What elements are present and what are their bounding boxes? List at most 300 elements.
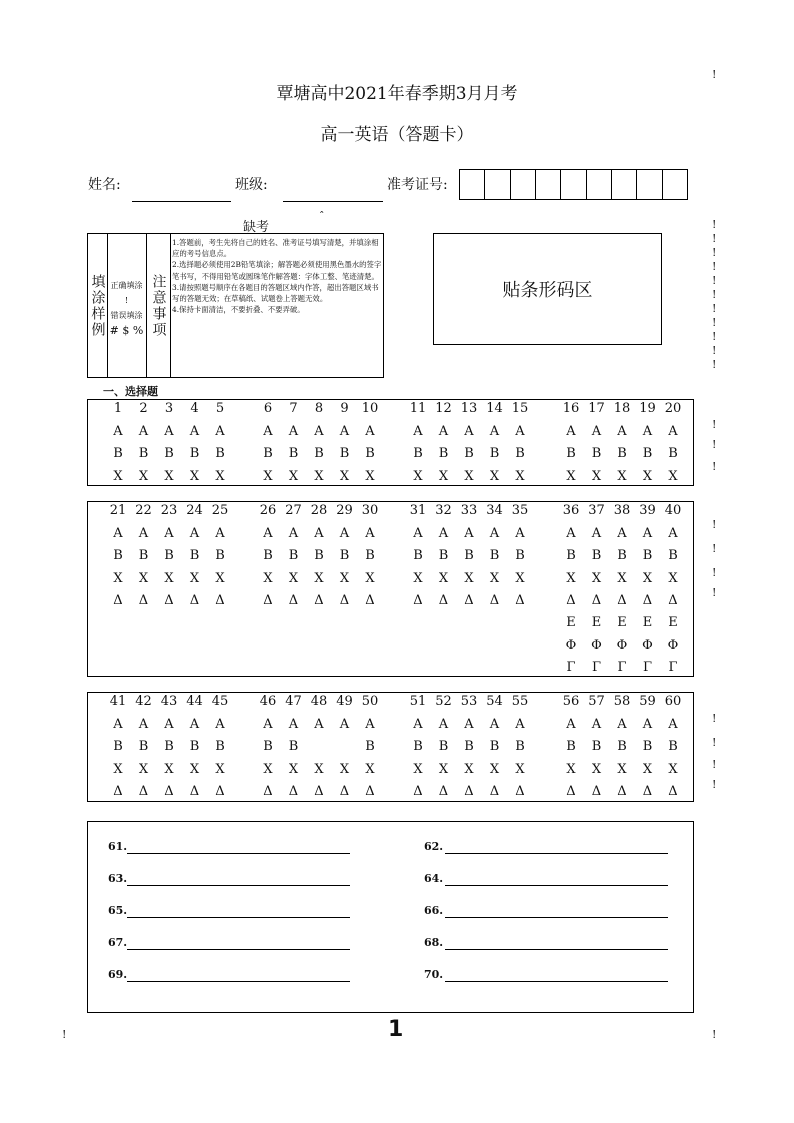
option-bubble[interactable]: B <box>668 739 678 755</box>
option-bubble[interactable]: A <box>591 526 602 541</box>
option-bubble[interactable]: Γ <box>617 659 627 675</box>
option-bubble[interactable]: Δ <box>263 592 273 608</box>
option-bubble[interactable]: B <box>164 446 174 462</box>
exam-no-digit-box[interactable] <box>460 170 485 199</box>
option-bubble[interactable]: A <box>617 526 627 541</box>
option-bubble[interactable]: B <box>138 548 149 564</box>
option-bubble[interactable]: X <box>591 761 602 777</box>
option-bubble[interactable]: B <box>566 739 576 755</box>
option-bubble[interactable]: A <box>591 424 602 439</box>
option-bubble[interactable]: A <box>566 526 576 541</box>
option-bubble[interactable]: A <box>413 526 423 541</box>
option-bubble[interactable]: X <box>668 570 678 586</box>
option-bubble[interactable]: X <box>263 761 273 777</box>
option-bubble[interactable]: B <box>515 446 525 462</box>
answer-line[interactable] <box>127 907 350 918</box>
option-bubble[interactable]: B <box>288 548 299 564</box>
option-bubble[interactable]: B <box>489 739 500 755</box>
option-bubble[interactable]: X <box>164 570 174 586</box>
option-bubble[interactable]: X <box>138 570 149 586</box>
question-number: 54 <box>486 694 503 709</box>
option-bubble[interactable]: B <box>489 446 500 462</box>
option-bubble[interactable]: B <box>189 548 200 564</box>
option-bubble[interactable]: Γ <box>668 659 678 675</box>
timing-mark: ! <box>712 344 717 357</box>
option-bubble[interactable]: A <box>215 717 225 732</box>
option-bubble[interactable]: X <box>365 761 375 777</box>
option-bubble[interactable]: A <box>365 717 375 732</box>
option-bubble[interactable]: A <box>288 526 299 541</box>
option-bubble[interactable]: B <box>339 548 350 564</box>
option-bubble[interactable]: B <box>566 446 576 462</box>
question-number: 13 <box>460 401 478 416</box>
option-bubble[interactable]: X <box>515 468 525 484</box>
option-bubble[interactable]: B <box>288 739 299 755</box>
question-number: 40 <box>664 503 682 518</box>
exam-no-boxes[interactable] <box>459 169 688 200</box>
option-bubble[interactable]: B <box>263 739 273 755</box>
option-bubble[interactable]: A <box>668 717 678 732</box>
exam-no-digit-box[interactable] <box>511 170 536 199</box>
option-bubble[interactable]: Δ <box>288 783 299 799</box>
option-bubble[interactable]: X <box>263 468 273 484</box>
option-bubble[interactable]: X <box>164 761 174 777</box>
question-number: 47 <box>285 694 302 709</box>
question-number: 32 <box>435 503 452 518</box>
option-bubble[interactable]: B <box>617 446 627 462</box>
option-bubble[interactable]: Δ <box>566 592 576 608</box>
option-bubble[interactable]: B <box>668 446 678 462</box>
option-bubble[interactable]: X <box>215 570 225 586</box>
option-bubble[interactable]: B <box>438 446 449 462</box>
option-bubble[interactable]: Φ <box>642 637 653 653</box>
exam-no-digit-box[interactable] <box>536 170 561 199</box>
option-bubble[interactable]: Γ <box>566 659 576 675</box>
option-bubble[interactable]: A <box>288 424 299 439</box>
fill-in-number: 68. <box>424 936 444 949</box>
option-bubble[interactable]: A <box>464 717 474 732</box>
option-bubble[interactable]: Δ <box>113 592 123 608</box>
option-bubble[interactable]: X <box>438 761 449 777</box>
question-number: 38 <box>613 503 631 518</box>
option-bubble[interactable]: Δ <box>314 783 324 799</box>
option-bubble[interactable]: B <box>314 446 324 462</box>
option-bubble[interactable]: Γ <box>591 659 602 675</box>
option-bubble[interactable]: A <box>113 717 123 732</box>
option-bubble[interactable]: X <box>566 570 576 586</box>
option-bubble[interactable]: A <box>515 526 525 541</box>
absent-mark-box[interactable]: ˆ <box>319 210 325 223</box>
option-bubble[interactable]: Δ <box>263 783 273 799</box>
notes-text <box>172 237 382 315</box>
option-bubble[interactable]: Γ <box>642 659 653 675</box>
option-bubble[interactable]: X <box>642 761 653 777</box>
question-number: 3 <box>164 401 174 416</box>
option-bubble[interactable]: B <box>438 548 449 564</box>
option-bubble[interactable]: Δ <box>591 783 602 799</box>
question-number: 34 <box>486 503 503 518</box>
option-bubble[interactable]: Ε <box>566 615 576 631</box>
answer-line[interactable] <box>127 939 350 950</box>
question-number: 18 <box>613 401 631 416</box>
option-bubble[interactable]: Ε <box>617 615 627 631</box>
question-number: 35 <box>511 503 529 518</box>
option-bubble[interactable]: X <box>113 468 123 484</box>
option-bubble[interactable]: B <box>288 446 299 462</box>
option-bubble[interactable]: X <box>591 570 602 586</box>
option-bubble[interactable]: B <box>164 548 174 564</box>
option-bubble[interactable]: A <box>365 526 375 541</box>
option-bubble[interactable]: Δ <box>189 783 200 799</box>
option-bubble[interactable]: X <box>288 570 299 586</box>
option-bubble[interactable]: A <box>138 717 149 732</box>
answer-line[interactable] <box>127 971 350 982</box>
exam-no-digit-box[interactable] <box>663 170 687 199</box>
option-bubble[interactable]: X <box>339 570 350 586</box>
option-bubble[interactable]: X <box>288 761 299 777</box>
option-bubble[interactable]: Δ <box>489 592 500 608</box>
option-bubble[interactable]: Δ <box>138 783 149 799</box>
option-bubble[interactable]: B <box>365 739 375 755</box>
option-bubble[interactable]: A <box>164 526 174 541</box>
option-bubble[interactable]: A <box>464 424 474 439</box>
option-bubble[interactable]: Δ <box>617 783 627 799</box>
option-bubble[interactable]: A <box>566 424 576 439</box>
option-bubble[interactable]: X <box>566 468 576 484</box>
option-bubble[interactable]: Δ <box>215 592 225 608</box>
option-bubble[interactable]: Δ <box>668 783 678 799</box>
option-bubble[interactable]: Δ <box>464 783 474 799</box>
option-bubble[interactable]: B <box>113 446 123 462</box>
option-bubble[interactable]: X <box>263 570 273 586</box>
option-bubble[interactable]: X <box>515 761 525 777</box>
option-bubble[interactable]: Δ <box>339 592 350 608</box>
option-bubble[interactable]: B <box>113 548 123 564</box>
option-bubble[interactable]: X <box>189 570 200 586</box>
option-bubble[interactable]: A <box>617 424 627 439</box>
option-bubble[interactable]: Δ <box>365 783 375 799</box>
option-bubble[interactable]: A <box>413 717 423 732</box>
option-bubble[interactable]: Δ <box>314 592 324 608</box>
option-bubble[interactable]: Δ <box>339 783 350 799</box>
option-bubble[interactable]: B <box>591 739 602 755</box>
option-bubble[interactable]: Δ <box>489 783 500 799</box>
option-bubble[interactable]: B <box>215 739 225 755</box>
option-bubble[interactable]: A <box>515 424 525 439</box>
option-bubble[interactable]: B <box>464 739 474 755</box>
option-bubble[interactable]: X <box>365 468 375 484</box>
option-bubble[interactable]: B <box>189 446 200 462</box>
option-bubble[interactable]: B <box>642 446 653 462</box>
name-field[interactable] <box>132 175 231 202</box>
option-bubble[interactable]: B <box>365 548 375 564</box>
option-bubble[interactable]: Δ <box>515 783 525 799</box>
exam-no-digit-box[interactable] <box>612 170 637 199</box>
question-number: 56 <box>562 694 580 709</box>
option-bubble[interactable]: X <box>314 761 324 777</box>
option-bubble[interactable]: A <box>413 424 423 439</box>
option-bubble[interactable]: Δ <box>438 783 449 799</box>
option-bubble[interactable]: A <box>642 526 653 541</box>
instructions-box <box>87 233 384 378</box>
option-bubble[interactable]: Φ <box>591 637 602 653</box>
option-bubble[interactable]: X <box>288 468 299 484</box>
option-bubble[interactable]: X <box>617 570 627 586</box>
option-bubble[interactable]: X <box>189 468 200 484</box>
option-bubble[interactable]: Δ <box>164 592 174 608</box>
option-bubble[interactable]: X <box>215 761 225 777</box>
answer-line[interactable] <box>445 907 668 918</box>
option-bubble[interactable]: X <box>113 761 123 777</box>
option-bubble[interactable]: Δ <box>413 592 423 608</box>
timing-mark: ! <box>712 288 717 301</box>
question-number: 11 <box>409 401 427 416</box>
answer-line[interactable] <box>445 875 668 886</box>
option-bubble[interactable]: B <box>515 739 525 755</box>
option-bubble[interactable]: B <box>189 739 200 755</box>
question-number: 19 <box>639 401 656 416</box>
correct-fill-mark: ! <box>124 296 129 305</box>
option-bubble[interactable]: X <box>515 570 525 586</box>
option-bubble[interactable]: A <box>642 717 653 732</box>
option-bubble[interactable]: A <box>365 424 375 439</box>
option-bubble[interactable]: B <box>413 739 423 755</box>
option-bubble[interactable]: X <box>464 468 474 484</box>
option-bubble[interactable]: A <box>138 526 149 541</box>
option-bubble[interactable]: A <box>438 424 449 439</box>
option-bubble[interactable]: B <box>314 548 324 564</box>
option-bubble[interactable]: X <box>164 468 174 484</box>
option-bubble[interactable]: Δ <box>113 783 123 799</box>
option-bubble[interactable]: A <box>164 717 174 732</box>
option-bubble[interactable]: A <box>515 717 525 732</box>
option-bubble[interactable]: B <box>138 446 149 462</box>
option-bubble[interactable]: A <box>189 526 200 541</box>
option-bubble[interactable]: X <box>489 761 500 777</box>
option-bubble[interactable]: A <box>288 717 299 732</box>
option-bubble[interactable]: X <box>138 761 149 777</box>
option-bubble[interactable]: X <box>489 468 500 484</box>
option-bubble[interactable]: X <box>438 468 449 484</box>
option-bubble[interactable]: X <box>617 468 627 484</box>
option-bubble[interactable]: Ε <box>668 615 678 631</box>
timing-mark: ! <box>712 274 717 287</box>
option-bubble[interactable]: X <box>464 570 474 586</box>
option-bubble[interactable]: X <box>413 468 423 484</box>
option-bubble[interactable]: X <box>138 468 149 484</box>
timing-mark: ! <box>712 316 717 329</box>
option-bubble[interactable]: B <box>566 548 576 564</box>
fill-example <box>107 234 147 377</box>
option-bubble[interactable]: Δ <box>642 592 653 608</box>
option-bubble[interactable]: Δ <box>642 783 653 799</box>
option-bubble[interactable]: Ε <box>642 615 653 631</box>
option-bubble[interactable]: Φ <box>565 637 577 653</box>
question-number: 44 <box>186 694 203 709</box>
option-bubble[interactable]: B <box>164 739 174 755</box>
question-number: 43 <box>160 694 178 709</box>
question-number: 60 <box>664 694 682 709</box>
option-bubble[interactable]: X <box>438 570 449 586</box>
option-bubble[interactable]: X <box>668 468 678 484</box>
option-bubble[interactable]: A <box>489 424 500 439</box>
option-bubble[interactable]: B <box>464 446 474 462</box>
answer-line[interactable] <box>445 939 668 950</box>
option-bubble[interactable]: A <box>464 526 474 541</box>
option-bubble[interactable]: A <box>339 526 350 541</box>
question-number: 23 <box>160 503 178 518</box>
option-bubble[interactable]: X <box>642 570 653 586</box>
fill-in-number: 64. <box>424 872 444 885</box>
option-bubble[interactable]: B <box>365 446 375 462</box>
answer-line[interactable] <box>445 843 668 854</box>
option-bubble[interactable]: B <box>591 446 602 462</box>
option-bubble[interactable]: B <box>413 548 423 564</box>
option-bubble[interactable]: Δ <box>566 783 576 799</box>
option-bubble[interactable]: X <box>464 761 474 777</box>
option-bubble[interactable]: B <box>642 548 653 564</box>
option-bubble[interactable]: A <box>489 717 500 732</box>
option-bubble[interactable]: X <box>314 570 324 586</box>
exam-no-digit-box[interactable] <box>485 170 510 199</box>
option-bubble[interactable]: B <box>215 446 225 462</box>
option-bubble[interactable]: B <box>668 548 678 564</box>
question-number: 30 <box>361 503 379 518</box>
option-bubble[interactable]: X <box>314 468 324 484</box>
option-bubble[interactable]: B <box>138 739 149 755</box>
answer-line[interactable] <box>445 971 668 982</box>
timing-mark: ! <box>712 758 717 771</box>
timing-mark: ! <box>712 260 717 273</box>
option-bubble[interactable]: B <box>515 548 525 564</box>
option-bubble[interactable]: A <box>668 424 678 439</box>
answer-line[interactable] <box>127 875 350 886</box>
option-bubble[interactable]: Φ <box>667 637 679 653</box>
option-bubble[interactable]: Δ <box>215 783 225 799</box>
option-bubble[interactable]: X <box>591 468 602 484</box>
fill-in-number: 69. <box>108 968 128 981</box>
option-bubble[interactable]: B <box>617 548 627 564</box>
option-bubble[interactable]: B <box>339 446 350 462</box>
option-bubble[interactable]: Δ <box>164 783 174 799</box>
option-bubble[interactable]: X <box>339 761 350 777</box>
option-bubble[interactable]: X <box>668 761 678 777</box>
option-bubble[interactable]: B <box>215 548 225 564</box>
option-bubble[interactable]: A <box>189 424 200 439</box>
option-bubble[interactable]: Δ <box>591 592 602 608</box>
option-bubble[interactable]: Δ <box>438 592 449 608</box>
question-number: 4 <box>190 401 199 416</box>
option-bubble[interactable]: Δ <box>617 592 627 608</box>
exam-no-digit-box[interactable] <box>587 170 612 199</box>
option-bubble[interactable]: A <box>339 424 350 439</box>
correct-fill-label: 正确填涂 <box>110 281 143 290</box>
exam-no-label: 准考证号: <box>387 177 448 193</box>
option-bubble[interactable]: A <box>642 424 653 439</box>
option-bubble[interactable]: A <box>591 717 602 732</box>
option-bubble[interactable]: X <box>365 570 375 586</box>
class-field[interactable] <box>283 175 383 202</box>
option-bubble[interactable]: B <box>263 548 273 564</box>
section-title: 一、选择题 <box>103 385 158 398</box>
option-bubble[interactable]: Δ <box>515 592 525 608</box>
question-number: 33 <box>460 503 478 518</box>
option-bubble[interactable]: A <box>113 424 123 439</box>
option-bubble[interactable]: B <box>642 739 653 755</box>
answer-line[interactable] <box>127 843 350 854</box>
option-bubble[interactable]: X <box>642 468 653 484</box>
option-bubble[interactable]: X <box>113 570 123 586</box>
question-number: 58 <box>613 694 631 709</box>
timing-mark: ! <box>712 460 717 473</box>
option-bubble[interactable]: Δ <box>288 592 299 608</box>
option-bubble[interactable]: B <box>113 739 123 755</box>
option-bubble[interactable]: Δ <box>365 592 375 608</box>
option-bubble[interactable]: Ε <box>591 615 602 631</box>
barcode-area: 贴条形码区 <box>433 233 662 345</box>
option-bubble[interactable]: X <box>189 761 200 777</box>
option-bubble[interactable]: A <box>263 717 273 732</box>
option-bubble[interactable]: A <box>263 424 273 439</box>
option-bubble[interactable]: A <box>339 717 350 732</box>
option-bubble[interactable]: Δ <box>413 783 423 799</box>
option-bubble[interactable]: A <box>263 526 273 541</box>
option-bubble[interactable]: B <box>617 739 627 755</box>
exam-no-digit-box[interactable] <box>637 170 662 199</box>
option-bubble[interactable]: B <box>413 446 423 462</box>
option-bubble[interactable]: A <box>314 424 324 439</box>
timing-mark: ! <box>712 778 717 791</box>
option-bubble[interactable]: Δ <box>668 592 678 608</box>
option-bubble[interactable]: A <box>566 717 576 732</box>
option-bubble[interactable]: A <box>113 526 123 541</box>
option-bubble[interactable]: A <box>189 717 200 732</box>
option-bubble[interactable]: A <box>215 526 225 541</box>
exam-no-digit-box[interactable] <box>561 170 586 199</box>
option-bubble[interactable]: X <box>413 761 423 777</box>
timing-mark: ! <box>712 518 717 531</box>
option-bubble[interactable]: Φ <box>616 637 628 653</box>
option-bubble[interactable]: X <box>489 570 500 586</box>
option-bubble[interactable]: B <box>263 446 273 462</box>
option-bubble[interactable]: B <box>464 548 474 564</box>
option-bubble[interactable]: B <box>591 548 602 564</box>
option-bubble[interactable]: X <box>339 468 350 484</box>
question-number: 1 <box>113 401 123 416</box>
option-bubble[interactable]: A <box>668 526 678 541</box>
option-bubble[interactable]: A <box>314 717 324 732</box>
option-bubble[interactable]: A <box>617 717 627 732</box>
option-bubble[interactable]: A <box>164 424 174 439</box>
option-bubble[interactable]: B <box>438 739 449 755</box>
option-bubble[interactable]: X <box>566 761 576 777</box>
option-bubble[interactable]: Δ <box>464 592 474 608</box>
question-number: 6 <box>263 401 273 416</box>
option-bubble[interactable]: A <box>215 424 225 439</box>
option-bubble[interactable]: A <box>489 526 500 541</box>
option-bubble[interactable]: A <box>438 526 449 541</box>
option-bubble[interactable]: B <box>489 548 500 564</box>
option-bubble[interactable]: Δ <box>138 592 149 608</box>
option-bubble[interactable]: X <box>617 761 627 777</box>
option-bubble[interactable]: Δ <box>189 592 200 608</box>
option-bubble[interactable]: A <box>314 526 324 541</box>
option-bubble[interactable]: X <box>413 570 423 586</box>
question-number: 20 <box>664 401 682 416</box>
option-bubble[interactable]: A <box>138 424 149 439</box>
option-bubble[interactable]: A <box>438 717 449 732</box>
option-bubble[interactable]: X <box>215 468 225 484</box>
